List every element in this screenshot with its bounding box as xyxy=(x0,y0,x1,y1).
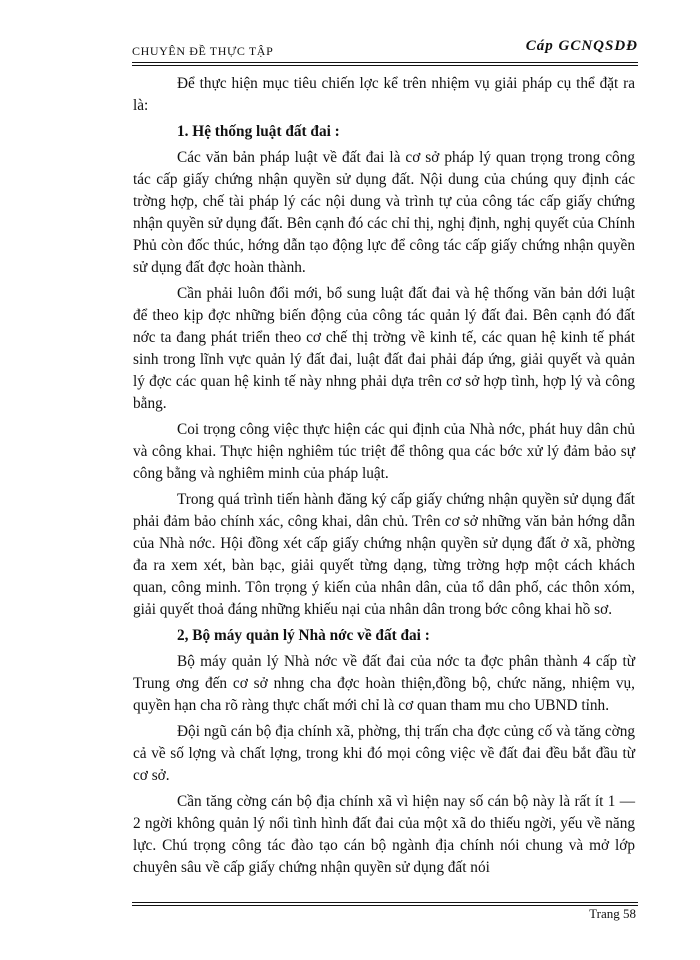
paragraph-2: Cần phải luôn đổi mới, bổ sung luật đất đai và hệ thống văn bản dới luật để theo kịp đợc những biến động của công tác quản lý đất đai. Bên cạnh đó đất nớc ta đang phát triển theo cơ chế thị trờng về kinh tế, các quan hệ kinh tế phát sinh trong lĩnh vực quản lý đất đai, luật đất đai phải đáp ứng, giải quyết và quản lý đợc các quan hệ kinh tế này nhng phải dựa trên cơ sở hợp tình, hợp lý và công bằng. xyxy=(133,285,635,412)
page-number: Trang 58 xyxy=(589,906,636,921)
section-heading-1: 1. Hệ thống luật đất đai : xyxy=(177,123,340,140)
paragraph-3: Coi trọng công việc thực hiện các qui định của Nhà nớc, phát huy dân chủ và công khai. Thực hiện nghiêm túc triệt để thông qua các bớc xử lý đảm bảo sự công bằng và nghiêm minh của pháp luật. xyxy=(133,421,635,482)
paragraph-6: Đội ngũ cán bộ địa chính xã, phờng, thị trấn cha đợc củng cố và tăng cờng cả về số lợng và chất lợng, trong khi đó mọi công việc về đất đai đều bắt đầu từ cơ sở. xyxy=(133,723,635,784)
paragraph-4: Trong quá trình tiến hành đăng ký cấp giấy chứng nhận quyền sử dụng đất phải đảm bảo chính xác, công khai, dân chủ. Trên cơ sở những văn bản hớng dẫn của Nhà nớc. Hội đồng xét cấp giấy chứng nhận quyền sử dụng đất ở xã, phờng đa ra xem xét, bàn bạc, giải quyết từng dạng, từng trờng hợp một cách khách quan, công minh. Tôn trọng ý kiến của nhân dân, của tổ dân phố, các thôn xóm, giải quyết thoả đáng những khiếu nại của nhân dân trong bớc công khai hồ sơ. xyxy=(133,491,635,618)
header-rule-double xyxy=(132,65,638,66)
document-subject: Cáp GCNQSDĐ xyxy=(525,38,638,54)
paragraph-5: Bộ máy quản lý Nhà nớc về đất đai của nớc ta đợc phân thành 4 cấp từ Trung ơng đến cơ sở nhng cha đợc hoàn thiện,đồng bộ, chức năng, nhiệm vụ, quyền hạn cha rõ ràng thực chất mới chỉ là cơ quan tham mu cho UBND tỉnh. xyxy=(133,653,635,714)
page-header xyxy=(132,36,638,62)
page-body xyxy=(133,73,635,883)
document-title: CHUYÊN ĐỀ THỰC TẬP xyxy=(132,44,274,58)
paragraph-7: Cần tăng cờng cán bộ địa chính xã vì hiện nay số cán bộ này là rất ít 1 — 2 ngời không quản lý nổi tình hình đất đai của một xã do thiếu ngời, yếu về năng lực. Chú trọng công tác đào tạo cán bộ ngành địa chính nói chung và mở lớp chuyên sâu về cấp giấy chứng nhận quyền sử dụng đất nói xyxy=(133,793,635,876)
footer-rule xyxy=(132,902,638,903)
section-heading-2: 2, Bộ máy quản lý Nhà nớc về đất đai : xyxy=(177,627,430,644)
header-rule xyxy=(132,62,638,63)
footer-rule-double xyxy=(132,905,638,906)
intro-paragraph: Để thực hiện mục tiêu chiến lợc kể trên nhiệm vụ giải pháp cụ thể đặt ra là: xyxy=(133,75,635,114)
paragraph-1: Các văn bản pháp luật về đất đai là cơ sở pháp lý quan trọng trong công tác cấp giấy chứng nhận quyền sử dụng đất. Nội dung của chúng quy định các trờng hợp, chế tài pháp lý các nội dung và trình tự của công tác cấp giấy chứng nhận quyền sử dụng đất. Bên cạnh đó các chỉ thị, nghị định, nghị quyết của Chính Phủ còn đốc thúc, hớng dẫn tạo động lực để công tác cấp giấy chứng nhận quyền sử dụng đất đợc hoàn thành. xyxy=(133,149,635,276)
